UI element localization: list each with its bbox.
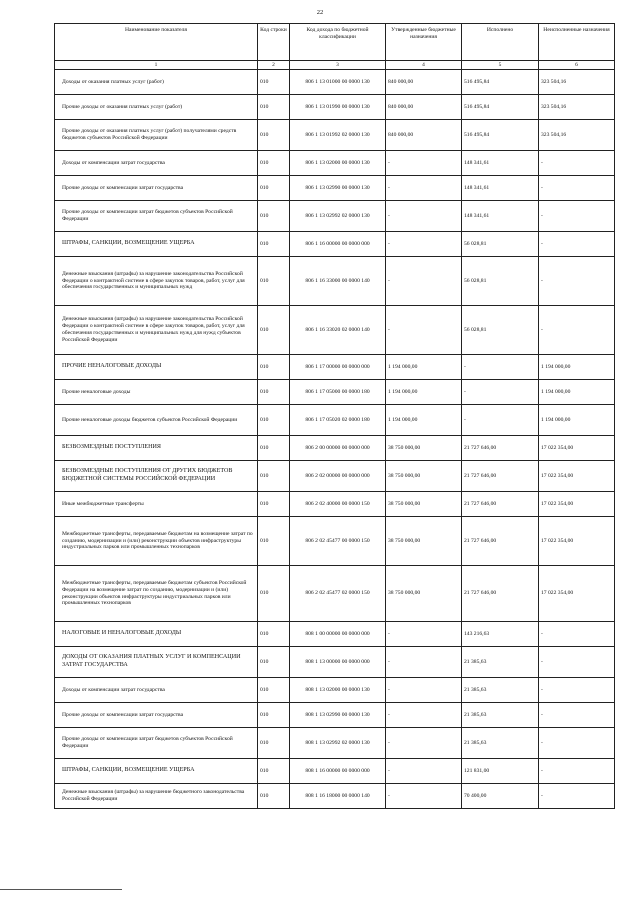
cell-approved: - xyxy=(386,201,462,232)
cell-indicator-name xyxy=(55,622,258,647)
cell-indicator-name xyxy=(55,566,258,622)
cell-indicator-name xyxy=(55,306,258,355)
cell-line-code: 010 xyxy=(258,380,290,405)
cell-unexecuted: - xyxy=(539,306,615,355)
cell-income-code: 806 1 16 33020 02 0000 140 xyxy=(290,306,386,355)
cell-indicator-name xyxy=(55,759,258,784)
cell-indicator-name xyxy=(55,405,258,436)
cell-approved: - xyxy=(386,759,462,784)
cell-approved: 1 194 000,00 xyxy=(386,405,462,436)
cell-unexecuted: - xyxy=(539,151,615,176)
cell-executed: - xyxy=(462,355,539,380)
header-line-code: Код строки xyxy=(258,24,290,61)
cell-income-code: 806 1 17 05020 02 0000 180 xyxy=(290,405,386,436)
cell-income-code: 806 1 13 01000 00 0000 130 xyxy=(290,70,386,95)
cell-income-code: 806 1 13 02990 00 0000 130 xyxy=(290,176,386,201)
cell-indicator-name xyxy=(55,176,258,201)
indicator-text: Прочие неналоговые доходы бюджетов субъектов Российской Федерации xyxy=(62,416,238,423)
cell-indicator-name xyxy=(55,678,258,703)
indicator-text: ШТРАФЫ, САНКЦИИ, ВОЗМЕЩЕНИЕ УЩЕРБА xyxy=(62,240,195,247)
cell-unexecuted: 1 194 000,00 xyxy=(539,405,615,436)
cell-executed: 70 400,00 xyxy=(462,784,539,809)
table-row xyxy=(55,405,615,436)
cell-income-code: 806 1 16 00000 00 0000 000 xyxy=(290,232,386,257)
cell-income-code: 808 1 13 00000 00 0000 000 xyxy=(290,647,386,678)
cell-executed: 148 341,61 xyxy=(462,201,539,232)
table-row xyxy=(55,257,615,306)
cell-executed: 148 341,61 xyxy=(462,176,539,201)
cell-executed: 21 727 646,00 xyxy=(462,517,539,566)
indicator-text: Денежные взыскания (штрафы) за нарушение бюджетного законодательства Российской Федерации xyxy=(62,789,245,802)
column-number: 5 xyxy=(462,61,539,70)
cell-unexecuted: 323 504,16 xyxy=(539,95,615,120)
cell-indicator-name xyxy=(55,380,258,405)
cell-approved: - xyxy=(386,257,462,306)
cell-income-code: 806 2 02 40000 00 0000 150 xyxy=(290,492,386,517)
cell-approved: 840 000,00 xyxy=(386,95,462,120)
cell-approved: 1 194 000,00 xyxy=(386,355,462,380)
cell-approved: - xyxy=(386,703,462,728)
cell-indicator-name xyxy=(55,232,258,257)
table-row xyxy=(55,151,615,176)
cell-income-code: 806 1 13 01990 00 0000 130 xyxy=(290,95,386,120)
table-row xyxy=(55,176,615,201)
indicator-text: БЕЗВОЗМЕЗДНЫЕ ПОСТУПЛЕНИЯ xyxy=(62,444,161,451)
indicator-text: Межбюджетные трансферты, передаваемые бюджетам на возмещение затрат по созданию, модернизации и (или) реконструкции объектов инфраструктуры индустриальных парков или промышленных технопарков xyxy=(62,530,253,551)
cell-line-code: 010 xyxy=(258,566,290,622)
cell-unexecuted: - xyxy=(539,728,615,759)
cell-unexecuted: 17 022 354,00 xyxy=(539,461,615,492)
cell-line-code: 010 xyxy=(258,647,290,678)
cell-income-code: 806 1 13 02992 02 0000 130 xyxy=(290,201,386,232)
income-report-table xyxy=(54,23,615,809)
cell-line-code: 010 xyxy=(258,759,290,784)
cell-approved: 38 750 000,00 xyxy=(386,492,462,517)
cell-executed: 21 385,63 xyxy=(462,703,539,728)
cell-approved: 1 194 000,00 xyxy=(386,380,462,405)
header-executed: Исполнено xyxy=(462,24,539,61)
table-row xyxy=(55,70,615,95)
cell-indicator-name xyxy=(55,492,258,517)
cell-income-code: 806 2 02 00000 00 0000 000 xyxy=(290,461,386,492)
indicator-text: ДОХОДЫ ОТ ОКАЗАНИЯ ПЛАТНЫХ УСЛУГ И КОМПЕНСАЦИИ ЗАТРАТ ГОСУДАРСТВА xyxy=(62,654,241,668)
cell-income-code: 806 1 16 33000 00 0000 140 xyxy=(290,257,386,306)
table-row xyxy=(55,380,615,405)
cell-line-code: 010 xyxy=(258,355,290,380)
table-row xyxy=(55,436,615,461)
cell-approved: - xyxy=(386,678,462,703)
cell-income-code: 806 1 17 00000 00 0000 000 xyxy=(290,355,386,380)
cell-line-code: 010 xyxy=(258,728,290,759)
cell-approved: - xyxy=(386,622,462,647)
cell-approved: 38 750 000,00 xyxy=(386,461,462,492)
page-number: 22 xyxy=(316,9,324,16)
column-number: 2 xyxy=(258,61,290,70)
indicator-text: Межбюджетные трансферты, передаваемые бюджетам субъектов Российской Федерации на возмещение затрат по созданию, модернизации и (или) реконструкции объектов инфраструктуры индустриальных парков или промышленных технопарков xyxy=(62,579,247,607)
table-row xyxy=(55,566,615,622)
cell-income-code: 806 2 02 45477 00 0000 150 xyxy=(290,517,386,566)
cell-indicator-name xyxy=(55,120,258,151)
column-number: 6 xyxy=(539,61,615,70)
page-footer-line xyxy=(0,889,122,890)
indicator-text: ПРОЧИЕ НЕНАЛОГОВЫЕ ДОХОДЫ xyxy=(62,363,162,370)
cell-executed: 56 028,81 xyxy=(462,306,539,355)
header-approved: Утвержденные бюджетные назначения xyxy=(386,24,462,61)
cell-executed: 21 727 646,00 xyxy=(462,436,539,461)
cell-approved: - xyxy=(386,176,462,201)
cell-executed: 121 831,00 xyxy=(462,759,539,784)
cell-unexecuted: 17 022 354,00 xyxy=(539,517,615,566)
cell-income-code: 808 1 16 00000 00 0000 000 xyxy=(290,759,386,784)
cell-line-code: 010 xyxy=(258,517,290,566)
cell-unexecuted: 17 022 354,00 xyxy=(539,492,615,517)
cell-income-code: 808 1 13 02992 02 0000 130 xyxy=(290,728,386,759)
cell-unexecuted: 17 022 354,00 xyxy=(539,566,615,622)
cell-income-code: 808 1 13 02000 00 0000 130 xyxy=(290,678,386,703)
cell-income-code: 806 1 17 05000 00 0000 180 xyxy=(290,380,386,405)
cell-executed: 21 385,63 xyxy=(462,678,539,703)
table-row xyxy=(55,728,615,759)
cell-executed: 143 216,63 xyxy=(462,622,539,647)
header-income-code: Код дохода по бюджетной классификации xyxy=(290,24,386,61)
cell-indicator-name xyxy=(55,703,258,728)
table-row xyxy=(55,678,615,703)
cell-unexecuted: 1 194 000,00 xyxy=(539,355,615,380)
table-row xyxy=(55,95,615,120)
cell-indicator-name xyxy=(55,517,258,566)
indicator-text: Доходы от оказания платных услуг (работ) xyxy=(62,78,164,85)
cell-line-code: 010 xyxy=(258,436,290,461)
cell-unexecuted: - xyxy=(539,703,615,728)
cell-approved: - xyxy=(386,151,462,176)
cell-line-code: 010 xyxy=(258,461,290,492)
cell-approved: - xyxy=(386,306,462,355)
indicator-text: Иные межбюджетные трансферты xyxy=(62,500,144,507)
cell-executed: - xyxy=(462,380,539,405)
header-row xyxy=(55,24,615,61)
cell-indicator-name xyxy=(55,647,258,678)
cell-line-code: 010 xyxy=(258,703,290,728)
table-row xyxy=(55,759,615,784)
cell-unexecuted: - xyxy=(539,257,615,306)
indicator-text: НАЛОГОВЫЕ И НЕНАЛОГОВЫЕ ДОХОДЫ xyxy=(62,630,182,637)
cell-line-code: 010 xyxy=(258,492,290,517)
cell-line-code: 010 xyxy=(258,120,290,151)
cell-executed: 21 385,63 xyxy=(462,728,539,759)
cell-executed: 21 385,63 xyxy=(462,647,539,678)
cell-unexecuted: 17 022 354,00 xyxy=(539,436,615,461)
cell-executed: 21 727 646,00 xyxy=(462,566,539,622)
cell-line-code: 010 xyxy=(258,70,290,95)
indicator-text: БЕЗВОЗМЕЗДНЫЕ ПОСТУПЛЕНИЯ ОТ ДРУГИХ БЮДЖЕТОВ БЮДЖЕТНОЙ СИСТЕМЫ РОССИЙСКОЙ ФЕДЕРАЦИИ xyxy=(62,468,233,482)
indicator-text: Прочие доходы от оказания платных услуг (работ) получателями средств бюджетов субъектов Российской Федерации xyxy=(62,128,237,141)
cell-executed: 516 495,84 xyxy=(462,70,539,95)
cell-unexecuted: 1 194 000,00 xyxy=(539,380,615,405)
cell-indicator-name xyxy=(55,95,258,120)
cell-unexecuted: 323 504,16 xyxy=(539,70,615,95)
indicator-text: Доходы от компенсации затрат государства xyxy=(62,686,165,693)
cell-line-code: 010 xyxy=(258,257,290,306)
table-row xyxy=(55,703,615,728)
indicator-text: Прочие неналоговые доходы xyxy=(62,388,131,395)
column-number: 4 xyxy=(386,61,462,70)
column-number: 3 xyxy=(290,61,386,70)
cell-executed: - xyxy=(462,405,539,436)
cell-indicator-name xyxy=(55,728,258,759)
cell-indicator-name xyxy=(55,257,258,306)
table-row xyxy=(55,232,615,257)
cell-executed: 56 028,81 xyxy=(462,232,539,257)
cell-approved: - xyxy=(386,232,462,257)
cell-executed: 21 727 646,00 xyxy=(462,492,539,517)
table-row xyxy=(55,784,615,809)
cell-approved: 840 000,00 xyxy=(386,70,462,95)
cell-approved: 38 750 000,00 xyxy=(386,566,462,622)
cell-line-code: 010 xyxy=(258,232,290,257)
indicator-text: Прочие доходы от компенсации затрат бюджетов субъектов Российской Федерации xyxy=(62,736,233,749)
cell-unexecuted: - xyxy=(539,647,615,678)
cell-indicator-name xyxy=(55,355,258,380)
table-row xyxy=(55,355,615,380)
cell-income-code: 808 1 16 18000 00 0000 140 xyxy=(290,784,386,809)
cell-unexecuted: - xyxy=(539,201,615,232)
cell-line-code: 010 xyxy=(258,176,290,201)
cell-line-code: 010 xyxy=(258,95,290,120)
cell-executed: 516 495,84 xyxy=(462,120,539,151)
cell-approved: - xyxy=(386,784,462,809)
cell-unexecuted: - xyxy=(539,784,615,809)
column-number: 1 xyxy=(55,61,258,70)
table-body xyxy=(55,70,615,809)
cell-indicator-name xyxy=(55,201,258,232)
cell-line-code: 010 xyxy=(258,784,290,809)
indicator-text: Прочие доходы от оказания платных услуг (работ) xyxy=(62,103,183,110)
cell-unexecuted: 323 504,16 xyxy=(539,120,615,151)
indicator-text: Денежные взыскания (штрафы) за нарушение законодательства Российской Федерации о контрактной системе в сфере закупок товаров, работ, услуг для обеспечения государственных и муниципальных нужд xyxy=(62,270,245,291)
cell-executed: 516 495,84 xyxy=(462,95,539,120)
cell-line-code: 010 xyxy=(258,678,290,703)
table-row xyxy=(55,622,615,647)
cell-unexecuted: - xyxy=(539,678,615,703)
indicator-text: Денежные взыскания (штрафы) за нарушение законодательства Российской Федерации о контрактной системе в сфере закупок товаров, работ, услуг для обеспечения государственных и муниципальных нужд для нужд субъектов Российской Федерации xyxy=(62,316,245,343)
table-row xyxy=(55,492,615,517)
cell-income-code: 806 1 13 02000 00 0000 130 xyxy=(290,151,386,176)
indicator-text: Прочие доходы от компенсации затрат государства xyxy=(62,184,184,191)
cell-income-code: 806 2 02 45477 02 0000 150 xyxy=(290,566,386,622)
cell-executed: 148 341,61 xyxy=(462,151,539,176)
cell-line-code: 010 xyxy=(258,201,290,232)
cell-income-code: 806 1 13 01992 02 0000 130 xyxy=(290,120,386,151)
cell-approved: - xyxy=(386,728,462,759)
indicator-text: Прочие доходы от компенсации затрат государства xyxy=(62,711,184,718)
table-row xyxy=(55,461,615,492)
table-row xyxy=(55,647,615,678)
indicator-text: ШТРАФЫ, САНКЦИИ, ВОЗМЕЩЕНИЕ УЩЕРБА xyxy=(62,767,195,774)
cell-indicator-name xyxy=(55,151,258,176)
cell-unexecuted: - xyxy=(539,176,615,201)
cell-income-code: 806 2 00 00000 00 0000 000 xyxy=(290,436,386,461)
header-unexecuted: Неисполненные назначения xyxy=(539,24,615,61)
cell-unexecuted: - xyxy=(539,622,615,647)
header-indicator-name: Наименование показателя xyxy=(55,24,258,61)
cell-executed: 21 727 646,00 xyxy=(462,461,539,492)
cell-indicator-name xyxy=(55,784,258,809)
indicator-text: Прочие доходы от компенсации затрат бюджетов субъектов Российской Федерации xyxy=(62,209,233,222)
cell-income-code: 808 1 13 02990 00 0000 130 xyxy=(290,703,386,728)
cell-income-code: 808 1 00 00000 00 0000 000 xyxy=(290,622,386,647)
cell-approved: 38 750 000,00 xyxy=(386,436,462,461)
cell-approved: - xyxy=(386,647,462,678)
cell-approved: 38 750 000,00 xyxy=(386,517,462,566)
table-row xyxy=(55,120,615,151)
cell-executed: 56 028,81 xyxy=(462,257,539,306)
cell-indicator-name xyxy=(55,70,258,95)
cell-approved: 840 000,00 xyxy=(386,120,462,151)
cell-line-code: 010 xyxy=(258,306,290,355)
table-row xyxy=(55,201,615,232)
cell-indicator-name xyxy=(55,436,258,461)
cell-line-code: 010 xyxy=(258,622,290,647)
column-number-row xyxy=(55,61,615,70)
table-row xyxy=(55,306,615,355)
indicator-text: Доходы от компенсации затрат государства xyxy=(62,159,165,166)
cell-line-code: 010 xyxy=(258,151,290,176)
cell-unexecuted: - xyxy=(539,759,615,784)
cell-unexecuted: - xyxy=(539,232,615,257)
table-row xyxy=(55,517,615,566)
cell-line-code: 010 xyxy=(258,405,290,436)
cell-indicator-name xyxy=(55,461,258,492)
